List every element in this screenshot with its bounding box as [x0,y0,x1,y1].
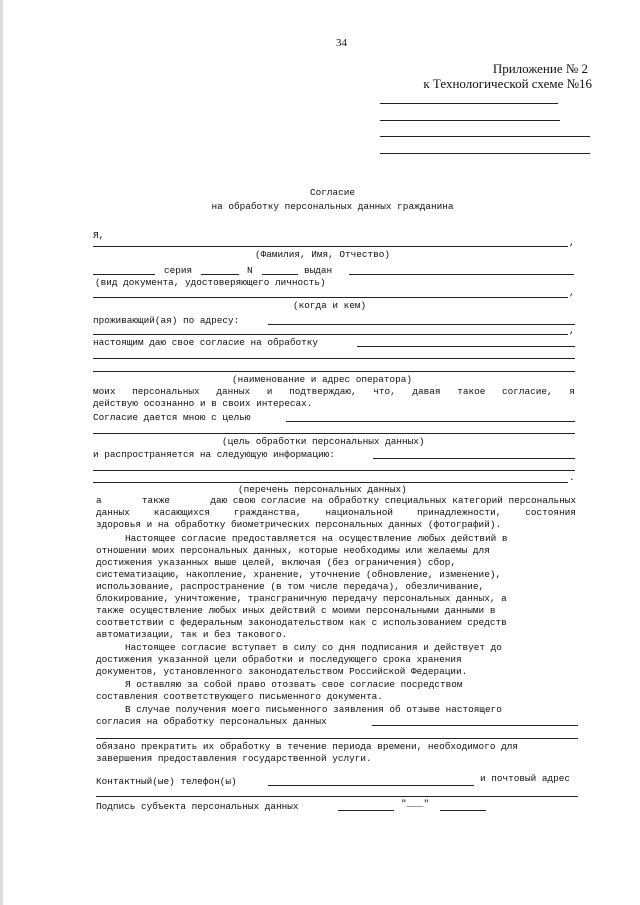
effect-line-3: документов, установленного законодательством Российской Федерации. [96,666,468,677]
special-line-2: данных касающихся гражданства, национальной принадлежности, состояния [96,507,576,518]
vydan-field [349,274,574,275]
purpose-field-1 [286,421,575,422]
signature-field [338,810,394,811]
withdraw-field-2 [96,738,578,739]
spread-label: и распространяется на следующую информацию: [93,449,335,460]
postal-label: и почтовый адрес [480,773,571,784]
addressee-line-4 [380,153,590,154]
address-comma: , [569,325,575,336]
main-line-6: блокирование, уничтожение, трансграничную передачу персональных данных, а [96,593,507,604]
addressee-line-1 [380,103,558,104]
operator-caption: (наименование и адрес оператора) [232,374,413,385]
spread-period: . [569,472,575,483]
doc-type-field [93,274,155,275]
n-label: N [247,265,253,276]
address-field-2 [93,334,568,335]
consent-label: настоящим даю свое согласие на обработку [93,337,319,348]
document-subtitle: на обработку персональных данных гражданина [211,201,454,212]
seria-field [201,274,239,275]
addressee-line-2 [380,120,560,121]
fio-caption: (Фамилия, Имя, Отчество) [255,249,391,260]
obligation-line-2: завершения предоставления государственной услуги. [96,753,372,764]
ya-label: Я, [93,230,105,241]
special-line-1: а также даю свою согласие на обработку специальных категорий персональных [96,495,576,506]
special-line-3: здоровья и на обработку биометрических персональных данных (фотографий). [96,519,502,530]
address-field-1 [268,324,575,325]
effect-line-2: достижения указанной цели обработки и последующего срока хранения [96,654,462,665]
issued-by-field [93,297,568,298]
withdraw-field-1 [372,725,578,726]
withdraw-line-1: В случае получения моего письменного заявления об отзыве настоящего [125,704,502,715]
withdraw-label: согласия на обработку персональных данных [96,716,327,727]
fio-field [93,246,568,247]
signature-day: "___" [401,798,430,809]
main-line-5: использование, распространение (в том числе передача), обезличивание, [96,581,485,592]
postal-field [96,796,578,797]
main-line-9: автоматизации, так и без такового. [96,629,288,640]
issued-by-comma: , [569,287,575,298]
number-field [262,274,298,275]
main-line-8: соответствии с федеральным законодательством как с использованием средств [96,617,507,628]
phone-field [268,785,474,786]
purpose-field-2 [93,433,575,434]
addressee-line-3 [380,136,590,137]
scan-edge [0,0,3,905]
spread-field-2 [93,470,575,471]
own-data-line: моих персональных данных и подтверждаю, что, давая такое согласие, я [93,386,575,397]
purpose-label: Согласие дается мною с целью [93,412,251,423]
operator-field-3 [93,371,575,372]
signature-date-field [440,810,486,811]
purpose-caption: (цель обработки персональных данных) [222,436,425,447]
address-label: проживающий(ая) по адресу: [93,315,240,326]
spread-field-3 [93,482,568,483]
obligation-line-1: обязано прекратить их обработку в течение периода времени, необходимого для [96,741,518,752]
main-line-7: также осуществление любых иных действий с моими персональными данными в [96,605,496,616]
operator-field-2 [93,358,575,359]
doc-caption: (вид документа, удостоверяющего личность) [95,277,326,288]
seria-label: серия [164,265,193,276]
main-line-4: систематизацию, накопление, хранение, уточнение (обновление, изменение), [96,569,502,580]
main-line-1: Настоящее согласие предоставляется на осуществление любых действий в [125,533,508,544]
operator-field-1 [357,346,575,347]
signature-label: Подпись субъекта персональных данных [96,801,299,812]
revoke-line-2: составления соответствующего письменного документа. [96,691,383,702]
appendix-line-2: к Технологической схеме №16 [423,76,592,91]
spread-field-1 [373,458,575,459]
page-number: 34 [336,37,347,49]
fio-comma: , [569,237,575,248]
list-caption: (перечень персональных данных) [238,484,407,495]
own-data-line-2: действую осознанно и в своих интересах. [93,398,313,409]
phone-label: Контактный(ые) телефон(ы) [96,776,237,787]
main-line-3: достижения указанных выше целей, включая (без ограничения) сбор, [96,557,457,568]
effect-line-1: Настоящее согласие вступает в силу со дня подписания и действует до [125,642,502,653]
vydan-label: выдан [304,265,333,276]
revoke-line-1: Я оставляю за собой право отозвать свое согласие посредством [125,679,463,690]
document-title: Согласие [309,187,355,198]
main-line-2: отношении моих персональных данных, которые необходимы или желаемы для [96,545,490,556]
kogda-caption: (когда и кем) [293,300,367,311]
appendix-line-1: Приложение № 2 [492,61,588,76]
